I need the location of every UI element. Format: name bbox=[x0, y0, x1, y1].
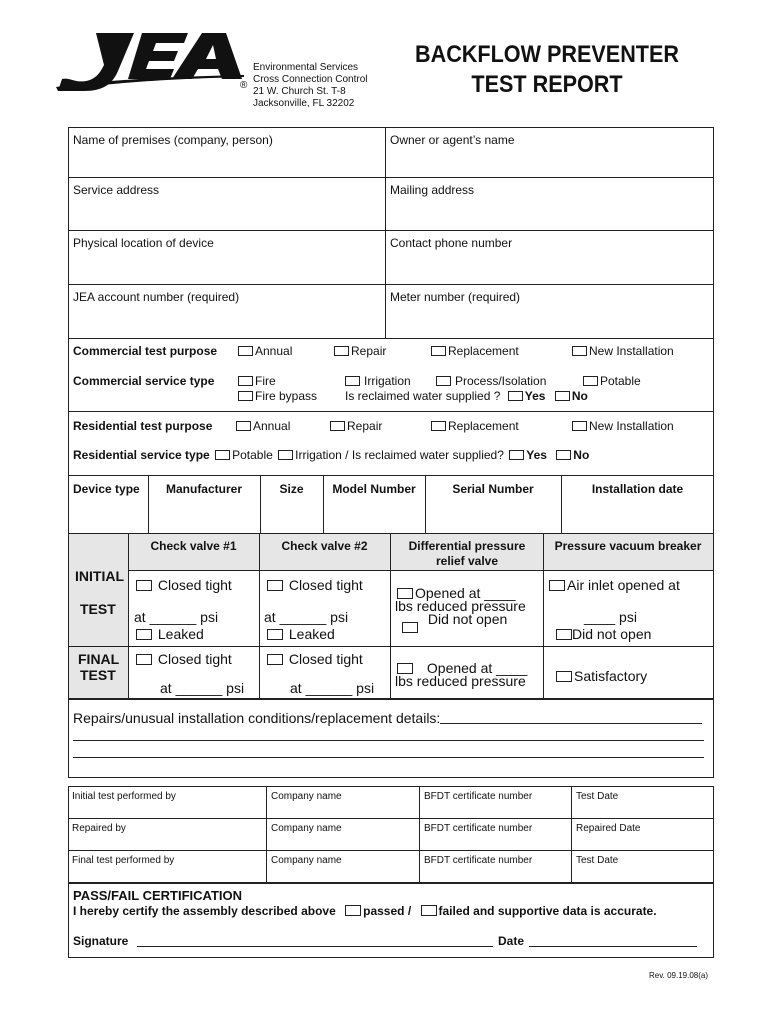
bfdt-certificate-field[interactable]: BFDT certificate number bbox=[424, 791, 533, 802]
question-text: Is reclaimed water supplied ? bbox=[345, 389, 501, 403]
option-label: Annual bbox=[253, 419, 291, 433]
commercial-fire-bypass-option[interactable] bbox=[238, 389, 317, 403]
option-label: Replacement bbox=[448, 419, 519, 433]
irrigation-checkbox[interactable] bbox=[278, 450, 293, 460]
rv-lbs-reduced: lbs reduced pressure bbox=[395, 598, 526, 614]
address-block bbox=[253, 62, 368, 110]
final-label: FINAL bbox=[78, 651, 120, 667]
residential-annual-option[interactable] bbox=[236, 419, 290, 433]
checkbox[interactable] bbox=[136, 654, 152, 665]
certification-statement bbox=[73, 904, 657, 918]
option-label: Closed tight bbox=[288, 577, 363, 593]
yes-label: Yes bbox=[524, 389, 546, 403]
relief-valve-header: Differential pressure relief valve bbox=[408, 539, 526, 568]
size-header: Size bbox=[279, 482, 304, 496]
option-label: Closed tight bbox=[288, 651, 363, 667]
repairs-line[interactable] bbox=[440, 723, 702, 724]
option-label: Fire bbox=[255, 374, 276, 388]
pvb-air-inlet[interactable] bbox=[549, 577, 680, 593]
title-line: BACKFLOW PREVENTER bbox=[414, 41, 680, 68]
signature-line[interactable] bbox=[137, 946, 493, 947]
final-rv-lbs-reduced: lbs reduced pressure bbox=[395, 673, 526, 689]
checkbox[interactable] bbox=[238, 346, 253, 356]
checkbox[interactable] bbox=[436, 376, 451, 386]
checkbox[interactable] bbox=[267, 580, 283, 591]
service-address-field[interactable]: Service address bbox=[73, 183, 160, 197]
commercial-new-installation-option[interactable] bbox=[572, 344, 674, 358]
final-cv2-psi-field[interactable]: at ______ psi bbox=[290, 680, 375, 696]
meter-number-field[interactable]: Meter number (required) bbox=[390, 290, 521, 304]
address-line: Jacksonville, FL 32202 bbox=[253, 98, 355, 109]
option-label: Fire bypass bbox=[255, 389, 318, 403]
company-name-field[interactable]: Company name bbox=[271, 855, 342, 866]
option-label: Did not open bbox=[572, 626, 652, 642]
option-label: Repair bbox=[351, 344, 387, 358]
checkbox[interactable] bbox=[549, 580, 565, 591]
checkbox[interactable] bbox=[136, 629, 152, 640]
option-label: New Installation bbox=[589, 419, 674, 433]
date-label: Date bbox=[498, 934, 525, 948]
page-title bbox=[400, 40, 693, 100]
bfdt-certificate-field[interactable]: BFDT certificate number bbox=[424, 823, 533, 834]
address-line: Cross Connection Control bbox=[253, 74, 368, 85]
cv2-psi-field[interactable]: at ______ psi bbox=[264, 609, 349, 625]
final-pvb-satisfactory[interactable] bbox=[556, 668, 647, 684]
registered-mark: ® bbox=[240, 80, 248, 91]
option-label: Leaked bbox=[157, 626, 204, 642]
rv-did-not-open[interactable] bbox=[402, 611, 508, 635]
option-label: New Installation bbox=[589, 344, 674, 358]
checkbox[interactable] bbox=[334, 346, 349, 356]
commercial-service-label: Commercial service type bbox=[73, 374, 215, 388]
commercial-annual-option[interactable] bbox=[238, 344, 292, 358]
no-checkbox[interactable] bbox=[555, 391, 570, 401]
residential-service-label: Residential service type bbox=[73, 448, 210, 462]
initial-tester-field[interactable]: Initial test performed by bbox=[72, 791, 176, 802]
pvb-did-not-open[interactable] bbox=[556, 626, 651, 642]
final-test-label: TEST bbox=[80, 667, 116, 683]
title-line: TEST REPORT bbox=[471, 71, 623, 98]
checkbox[interactable] bbox=[345, 376, 360, 386]
cv1-psi-field[interactable]: at ______ psi bbox=[134, 609, 219, 625]
serial-number-header: Serial Number bbox=[452, 482, 534, 496]
account-number-field[interactable]: JEA account number (required) bbox=[73, 290, 240, 304]
vacuum-breaker-header: Pressure vacuum breaker bbox=[554, 539, 702, 553]
option-label: Process/Isolation bbox=[455, 374, 547, 388]
commercial-replacement-option[interactable] bbox=[431, 344, 519, 358]
passed-label: passed / bbox=[363, 904, 412, 918]
device-type-header: Device type bbox=[73, 482, 140, 496]
test-date-field[interactable]: Test Date bbox=[576, 855, 619, 866]
checkbox[interactable] bbox=[238, 391, 253, 401]
yes-label: Yes bbox=[526, 448, 547, 462]
address-line: Environmental Services bbox=[253, 62, 359, 73]
option-label: Did not open bbox=[427, 611, 508, 627]
cv1-leaked[interactable] bbox=[136, 626, 204, 642]
residential-replacement-option[interactable] bbox=[431, 419, 519, 433]
company-name-field[interactable]: Company name bbox=[271, 823, 342, 834]
no-label: No bbox=[573, 448, 590, 462]
option-label: Closed tight bbox=[157, 651, 232, 667]
repairs-label: Repairs/unusual installation conditions/replacement details: bbox=[73, 710, 441, 726]
checkbox[interactable] bbox=[556, 671, 572, 682]
commercial-purpose-label: Commercial test purpose bbox=[73, 344, 218, 358]
potable-label: Potable bbox=[232, 448, 273, 462]
commercial-potable-option[interactable] bbox=[583, 374, 641, 388]
option-label: Replacement bbox=[448, 344, 519, 358]
revision-label: Rev. 09.19.08(a) bbox=[649, 971, 708, 980]
cv1-closed-tight[interactable] bbox=[136, 577, 232, 593]
failed-label: failed and supportive data is accurate. bbox=[438, 904, 657, 918]
statement-text: I hereby certify the assembly described above bbox=[73, 904, 336, 918]
bfdt-certificate-field[interactable]: BFDT certificate number bbox=[424, 855, 533, 866]
check-valve-1-header: Check valve #1 bbox=[150, 539, 237, 553]
checkbox[interactable] bbox=[267, 629, 283, 640]
repaired-date-field[interactable]: Repaired Date bbox=[576, 823, 641, 834]
checkbox[interactable] bbox=[238, 376, 253, 386]
company-name-field[interactable]: Company name bbox=[271, 791, 342, 802]
option-label: Air inlet opened at bbox=[567, 577, 680, 593]
residential-repair-option[interactable] bbox=[330, 419, 382, 433]
commercial-reclaimed-question bbox=[345, 389, 588, 403]
checkbox[interactable] bbox=[583, 376, 598, 386]
repairs-line[interactable] bbox=[73, 757, 704, 758]
final-tester-field[interactable]: Final test performed by bbox=[72, 855, 175, 866]
manufacturer-header: Manufacturer bbox=[165, 482, 242, 496]
option-label: Irrigation bbox=[364, 374, 411, 388]
no-checkbox[interactable] bbox=[556, 450, 571, 460]
checkbox[interactable] bbox=[431, 421, 446, 431]
final-cv1-closed-tight[interactable] bbox=[136, 651, 232, 667]
contact-phone-field[interactable]: Contact phone number bbox=[390, 236, 513, 250]
option-label: Leaked bbox=[288, 626, 335, 642]
option-label: Opened at ____ bbox=[415, 585, 516, 601]
final-cv1-psi-field[interactable]: at ______ psi bbox=[160, 680, 245, 696]
test-date-field[interactable]: Test Date bbox=[576, 791, 619, 802]
commercial-irrigation-option[interactable] bbox=[345, 374, 411, 388]
failed-checkbox[interactable] bbox=[421, 905, 437, 916]
option-label: Potable bbox=[600, 374, 641, 388]
residential-new-installation-option[interactable] bbox=[572, 419, 674, 433]
address-line: 21 W. Church St. T-8 bbox=[253, 86, 346, 97]
yes-checkbox[interactable] bbox=[509, 450, 524, 460]
certification-heading: PASS/FAIL CERTIFICATION bbox=[73, 888, 243, 903]
commercial-repair-option[interactable] bbox=[334, 344, 386, 358]
commercial-fire-option[interactable] bbox=[238, 374, 276, 388]
final-cv2-closed-tight[interactable] bbox=[267, 651, 363, 667]
option-label: Annual bbox=[255, 344, 293, 358]
repairs-line[interactable] bbox=[73, 740, 704, 741]
pvb-psi-field[interactable]: ____ psi bbox=[584, 609, 637, 625]
date-line[interactable] bbox=[529, 946, 697, 947]
no-label: No bbox=[571, 389, 588, 403]
commercial-process-option[interactable] bbox=[436, 374, 546, 388]
repaired-by-field[interactable]: Repaired by bbox=[72, 823, 126, 834]
option-label: Satisfactory bbox=[574, 668, 648, 684]
passed-checkbox[interactable] bbox=[345, 905, 361, 916]
residential-purpose-label: Residential test purpose bbox=[73, 419, 213, 433]
check-valve-2-header: Check valve #2 bbox=[281, 539, 368, 553]
owner-field[interactable]: Owner or agent’s name bbox=[390, 133, 515, 147]
physical-location-field[interactable]: Physical location of device bbox=[73, 236, 214, 250]
checkbox[interactable] bbox=[431, 346, 446, 356]
checkbox[interactable] bbox=[236, 421, 251, 431]
option-label: Opened at ____ bbox=[426, 660, 528, 676]
premises-field[interactable]: Name of premises (company, person) bbox=[73, 133, 273, 147]
checkbox[interactable] bbox=[330, 421, 345, 431]
cv2-closed-tight[interactable] bbox=[267, 577, 363, 593]
checkbox[interactable] bbox=[556, 629, 572, 640]
cv2-leaked[interactable] bbox=[267, 626, 335, 642]
option-label: Repair bbox=[347, 419, 383, 433]
signature-label: Signature bbox=[73, 934, 129, 948]
jea-logo bbox=[56, 27, 246, 95]
checkbox[interactable] bbox=[136, 580, 152, 591]
yes-checkbox[interactable] bbox=[508, 391, 523, 401]
option-label: Closed tight bbox=[157, 577, 232, 593]
mailing-address-field[interactable]: Mailing address bbox=[390, 183, 475, 197]
checkbox[interactable] bbox=[572, 346, 587, 356]
checkbox[interactable] bbox=[402, 622, 418, 633]
residential-service-row bbox=[73, 448, 589, 462]
test-label: TEST bbox=[80, 601, 116, 617]
checkbox[interactable] bbox=[267, 654, 283, 665]
installation-date-header: Installation date bbox=[591, 482, 684, 496]
initial-label: INITIAL bbox=[75, 568, 124, 584]
irrigation-question: Irrigation / Is reclaimed water supplied? bbox=[295, 448, 504, 462]
model-number-header: Model Number bbox=[332, 482, 416, 496]
potable-checkbox[interactable] bbox=[215, 450, 230, 460]
checkbox[interactable] bbox=[572, 421, 587, 431]
